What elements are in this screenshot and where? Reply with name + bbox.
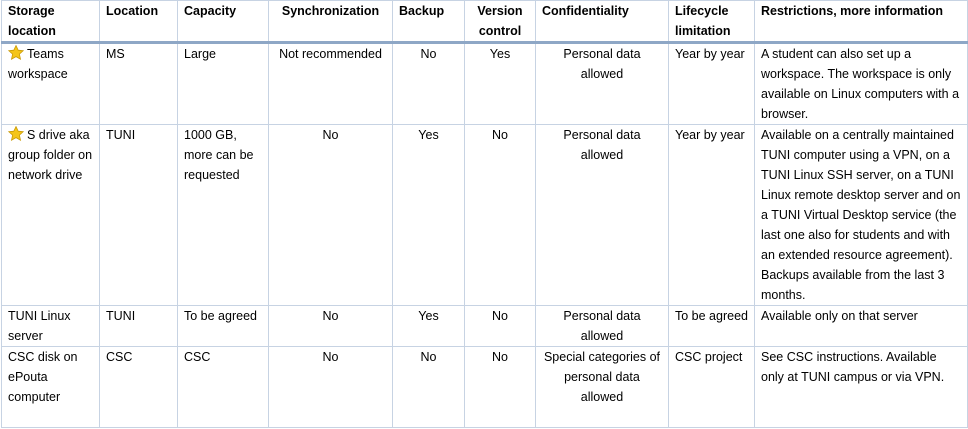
- cell-storage-location: TUNI Linux server: [2, 306, 100, 347]
- cell-version-control: No: [465, 347, 536, 428]
- cell-backup: Yes: [393, 125, 465, 306]
- storage-name: S drive aka group folder on network drive: [8, 128, 93, 182]
- cell-confidentiality: Personal data allowed: [536, 306, 669, 347]
- cell-location: CSC: [100, 347, 178, 428]
- table-row: [2, 347, 968, 428]
- table-row: [2, 306, 968, 347]
- cell-lifecycle: Year by year: [669, 43, 755, 125]
- header-lifecycle-limitation: Lifecycle limitation: [669, 1, 755, 43]
- header-row: [2, 1, 968, 43]
- cell-version-control: No: [465, 306, 536, 347]
- cell-storage-location: [2, 43, 100, 125]
- cell-restrictions: Available on a centrally maintained TUNI computer using a VPN, on a TUNI Linux SSH server, on a TUNI Linux remote desktop server and on a TUNI Virtual Desktop service (the last one also for students and with an extended resource agreement). Backups available from the last 3 months.: [755, 125, 968, 306]
- storage-name: Teams workspace: [8, 47, 68, 81]
- cell-location: TUNI: [100, 125, 178, 306]
- cell-lifecycle: To be agreed: [669, 306, 755, 347]
- cell-version-control: Yes: [465, 43, 536, 125]
- cell-confidentiality: Personal data allowed: [536, 125, 669, 306]
- cell-storage-location: [2, 125, 100, 306]
- cell-capacity: CSC: [178, 347, 269, 428]
- cell-backup: Yes: [393, 306, 465, 347]
- cell-lifecycle: CSC project: [669, 347, 755, 428]
- cell-lifecycle: Year by year: [669, 125, 755, 306]
- cell-restrictions: See CSC instructions. Available only at TUNI campus or via VPN.: [755, 347, 968, 428]
- star-icon: [8, 126, 24, 141]
- storage-options-table: [1, 0, 968, 428]
- cell-synchronization: Not recommended: [269, 43, 393, 125]
- cell-location: MS: [100, 43, 178, 125]
- header-synchronization: Synchronization: [269, 1, 393, 43]
- cell-synchronization: No: [269, 125, 393, 306]
- table-row: [2, 125, 968, 306]
- cell-backup: No: [393, 43, 465, 125]
- cell-capacity: 1000 GB, more can be requested: [178, 125, 269, 306]
- cell-restrictions: Available only on that server: [755, 306, 968, 347]
- cell-location: TUNI: [100, 306, 178, 347]
- cell-synchronization: No: [269, 347, 393, 428]
- header-restrictions: Restrictions, more information: [755, 1, 968, 43]
- header-storage-location: Storage location: [2, 1, 100, 43]
- cell-storage-location: CSC disk on ePouta computer: [2, 347, 100, 428]
- header-capacity: Capacity: [178, 1, 269, 43]
- star-icon: [8, 45, 24, 60]
- table-row: [2, 43, 968, 125]
- cell-restrictions: A student can also set up a workspace. The workspace is only available on Linux computers with a browser.: [755, 43, 968, 125]
- header-location: Location: [100, 1, 178, 43]
- header-version-control: Version control: [465, 1, 536, 43]
- cell-synchronization: No: [269, 306, 393, 347]
- cell-capacity: To be agreed: [178, 306, 269, 347]
- cell-confidentiality: Personal data allowed: [536, 43, 669, 125]
- cell-capacity: Large: [178, 43, 269, 125]
- cell-version-control: No: [465, 125, 536, 306]
- header-confidentiality: Confidentiality: [536, 1, 669, 43]
- header-backup: Backup: [393, 1, 465, 43]
- cell-backup: No: [393, 347, 465, 428]
- cell-confidentiality: Special categories of personal data allowed: [536, 347, 669, 428]
